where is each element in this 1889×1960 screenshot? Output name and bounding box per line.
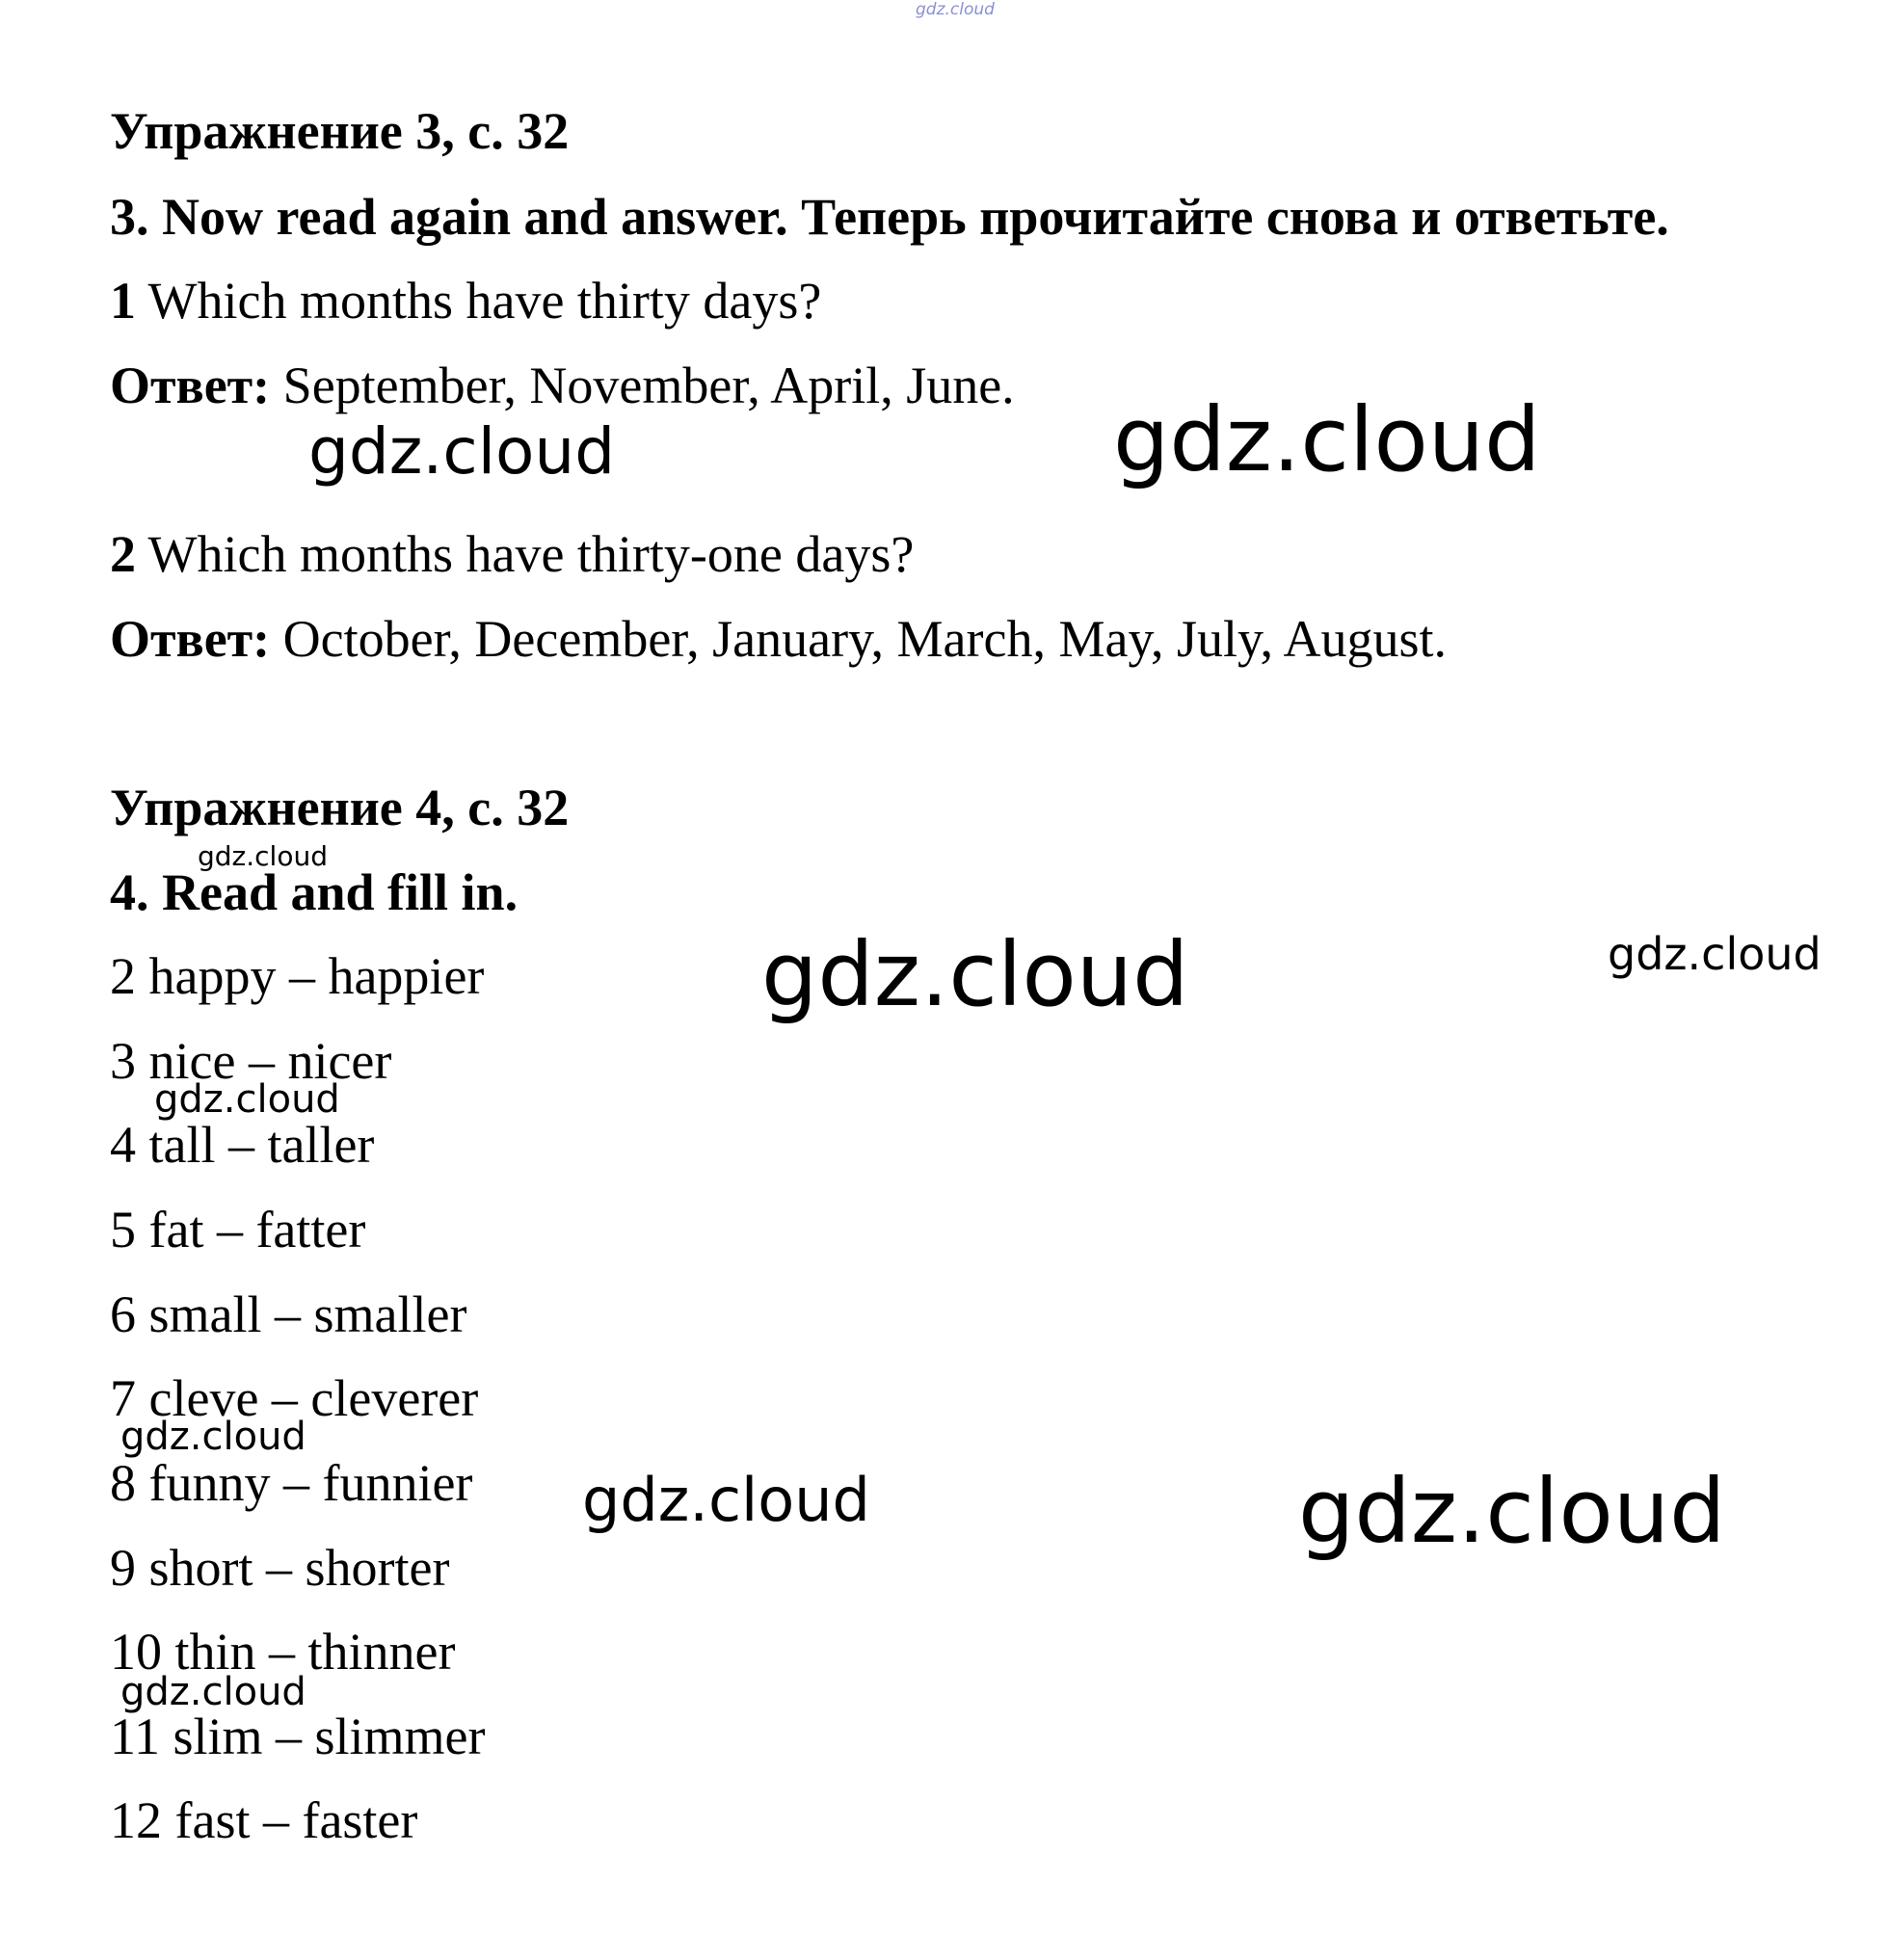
answer-2-label: Ответ: xyxy=(110,610,271,668)
list-item: 7 cleve – cleverer xyxy=(110,1369,479,1427)
watermark: gdz.cloud xyxy=(761,923,1189,1026)
answer-2-text: October, December, January, March, May, July, August. xyxy=(270,610,1447,668)
watermark: gdz.cloud xyxy=(198,840,328,872)
list-item: 4 tall – taller xyxy=(110,1116,375,1174)
watermark: gdz.cloud xyxy=(1298,1460,1726,1563)
list-item: 9 short – shorter xyxy=(110,1539,450,1597)
list-item: 10 thin – thinner xyxy=(110,1623,456,1681)
question-1 xyxy=(110,270,821,331)
watermark-top: gdz.cloud xyxy=(916,0,995,19)
watermark: gdz.cloud xyxy=(308,414,616,489)
list-item: 11 slim – slimmer xyxy=(110,1708,486,1765)
question-2-number: 2 xyxy=(110,525,136,583)
question-1-text: Which months have thirty days? xyxy=(136,272,822,330)
answer-2 xyxy=(110,608,1447,670)
watermark: gdz.cloud xyxy=(582,1465,870,1535)
question-1-number: 1 xyxy=(110,272,136,330)
list-item: 8 funny – funnier xyxy=(110,1454,473,1512)
watermark: gdz.cloud xyxy=(120,1415,306,1459)
answer-1 xyxy=(110,355,1015,416)
exercise-3-heading: Упражнение 3, с. 32 xyxy=(110,102,570,160)
list-item: 2 happy – happier xyxy=(110,947,485,1005)
watermark: gdz.cloud xyxy=(154,1077,340,1122)
list-item: 5 fat – fatter xyxy=(110,1201,366,1258)
answer-1-text: September, November, April, June. xyxy=(270,357,1015,414)
question-2-text: Which months have thirty-one days? xyxy=(136,525,915,583)
watermark: gdz.cloud xyxy=(1113,388,1541,491)
answer-1-label: Ответ: xyxy=(110,357,271,414)
question-2 xyxy=(110,523,914,585)
list-item: 12 fast – faster xyxy=(110,1791,418,1849)
watermark: gdz.cloud xyxy=(120,1670,306,1714)
exercise-3-task: 3. Now read again and answer. Теперь прочитайте снова и ответьте. xyxy=(110,188,1669,246)
exercise-4-task: 4. Read and fill in. xyxy=(110,863,519,921)
exercise-4-heading: Упражнение 4, с. 32 xyxy=(110,779,570,836)
list-item: 6 small – smaller xyxy=(110,1285,467,1343)
list-item: 3 nice – nicer xyxy=(110,1032,392,1090)
watermark: gdz.cloud xyxy=(1608,928,1822,980)
